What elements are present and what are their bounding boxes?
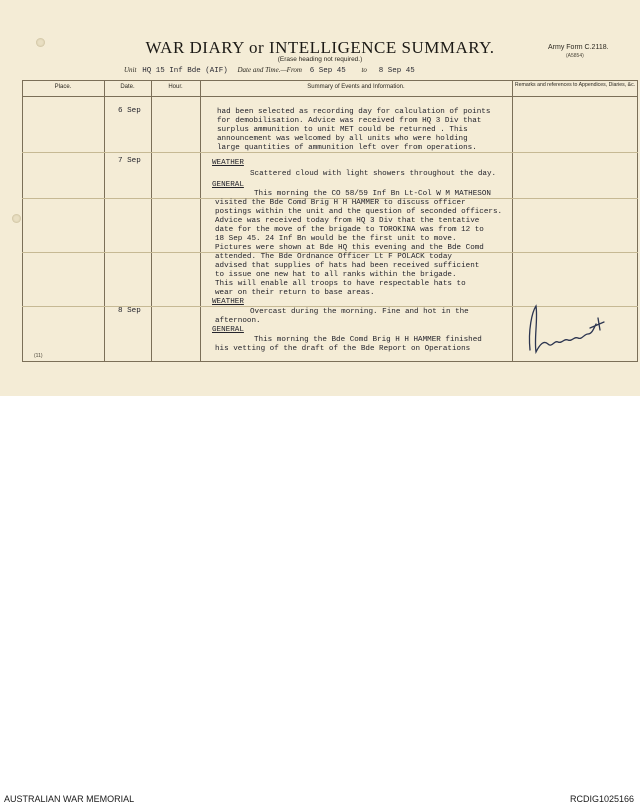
entry-line: to issue one new hat to all ranks within the brigade. xyxy=(215,271,457,279)
entry-line: wear on their return to base areas. xyxy=(215,289,375,297)
column-header-summary: Summary of Events and Information. xyxy=(307,84,405,90)
weather-text: Overcast during the morning. Fine and hot in the xyxy=(250,308,469,316)
entry-line: large quantities of ammunition left over from operations. xyxy=(217,144,477,152)
entry-line: This will enable all troops to have respectable hats to xyxy=(215,280,466,288)
weather-text: afternoon. xyxy=(215,317,261,325)
to-label: to xyxy=(361,66,367,74)
date-from: 6 Sep 45 xyxy=(309,67,346,75)
handwritten-signature xyxy=(524,300,610,358)
column-rule-hour xyxy=(200,80,201,362)
general-heading: GENERAL xyxy=(212,326,244,334)
entry-line: announcement was welcomed by all units who were holding xyxy=(217,135,468,143)
column-header-date: Date. xyxy=(120,84,135,90)
form-subnote: (A5854) xyxy=(566,53,584,59)
column-rule-date xyxy=(151,80,152,362)
weather-heading: WEATHER xyxy=(212,159,244,167)
entry-line: 18 Sep 45. 24 Inf Bn would be the first unit to move. xyxy=(215,235,457,243)
entry-date-8-sep: 8 Sep xyxy=(118,307,141,315)
entry-line: attended. The Bde Ordnance Officer Lt F POLACK today xyxy=(215,253,452,261)
column-header-remarks: Remarks and references to Appendices, Diaries, &c. xyxy=(514,82,636,88)
entry-date-7-sep: 7 Sep xyxy=(118,157,141,165)
form-title: WAR DIARY or INTELLIGENCE SUMMARY. xyxy=(145,38,495,57)
unit-label: Unit xyxy=(124,66,137,74)
table-bottom-rule xyxy=(22,361,638,362)
form-subtitle: (Erase heading not required.) xyxy=(277,56,363,63)
entry-date-6-sep: 6 Sep xyxy=(118,107,141,115)
archive-caption-bar xyxy=(0,396,640,804)
weather-heading: WEATHER xyxy=(212,298,244,306)
entry-line: Advice was received today from HQ 3 Div that the tentative xyxy=(215,217,480,225)
archive-credit: AUSTRALIAN WAR MEMORIAL xyxy=(4,794,135,804)
weather-text: Scattered cloud with light showers throughout the day. xyxy=(250,170,497,178)
column-rule-place xyxy=(104,80,105,362)
archive-item-id: RCDIG1025166 xyxy=(569,794,634,804)
footer-number: (11) xyxy=(34,353,43,359)
column-header-place: Place. xyxy=(54,84,72,90)
date-label: Date and Time.—From xyxy=(237,66,302,74)
table-header-rule xyxy=(22,96,638,97)
column-rule-summary xyxy=(512,80,513,362)
punch-hole-middle xyxy=(12,214,21,223)
entry-line: surplus ammunition to unit MET could be returned . This xyxy=(217,126,468,134)
entry-line: his vetting of the draft of the Bde Report on Operations xyxy=(215,345,471,353)
general-heading: GENERAL xyxy=(212,181,244,189)
column-rule-left xyxy=(22,80,23,362)
entry-line: Pictures were shown at Bde HQ this evening and the Bde Comd xyxy=(215,244,484,252)
entry-line: advised that supplies of hats had been received sufficient xyxy=(215,262,480,270)
date-to: 8 Sep 45 xyxy=(378,67,415,75)
table-top-rule xyxy=(22,80,638,81)
unit-line xyxy=(124,66,415,75)
form-number: Army Form C.2118. xyxy=(548,44,609,51)
entry-line: had been selected as recording day for calculation of points xyxy=(217,108,491,116)
entry-line: for demobilisation. Advice was received from HQ 3 Div that xyxy=(217,117,482,125)
entry-line: visited the Bde Comd Brig H H HAMMER to discuss officer xyxy=(215,199,466,207)
column-rule-right xyxy=(637,80,638,362)
entry-line: postings within the unit and the question of seconded officers. xyxy=(215,208,503,216)
entry-line: This morning the Bde Comd Brig H H HAMMER finished xyxy=(254,336,482,344)
entry-line: date for the move of the brigade to TOROKINA was from 12 to xyxy=(215,226,484,234)
diary-sheet xyxy=(0,0,640,396)
entry-line: This morning the CO 58/59 Inf Bn Lt-Col W M MATHESON xyxy=(254,190,491,198)
unit-value: HQ 15 Inf Bde (AIF) xyxy=(142,67,228,75)
column-header-hour: Hour. xyxy=(168,84,183,90)
